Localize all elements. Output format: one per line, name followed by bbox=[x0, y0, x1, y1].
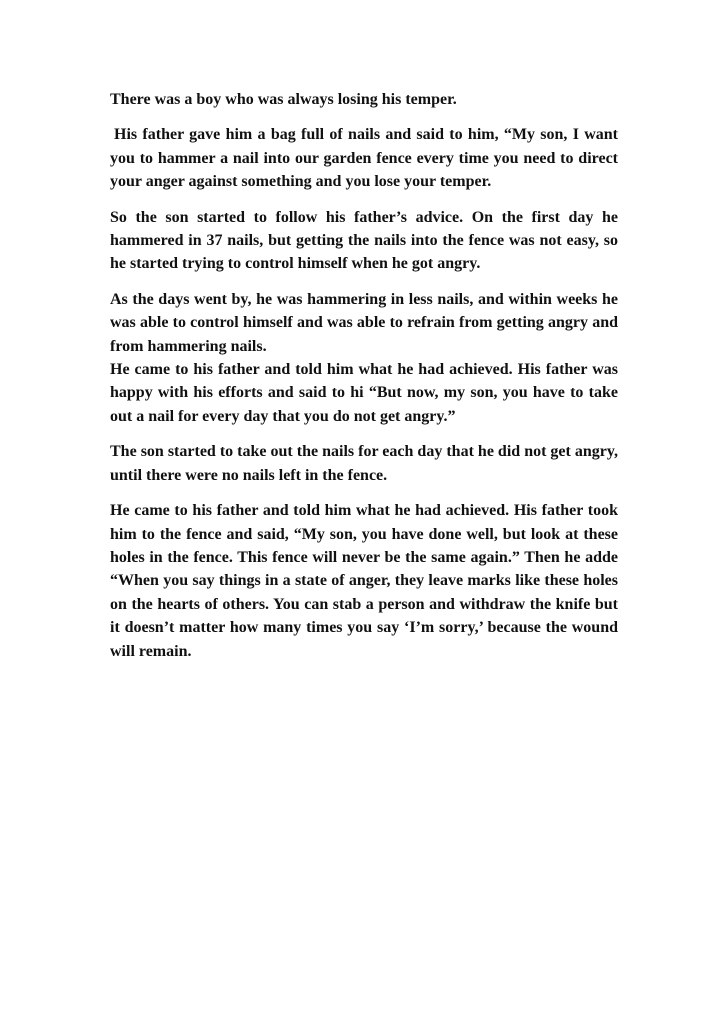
paragraph-3: So the son started to follow his father’s advice. On the first day he hammered in 37 nails, but getting the nails into the fence was not easy, so he started trying to control himself when he got angry. bbox=[110, 208, 618, 273]
paragraph-7: He came to his father and told him what he had achieved. His father took him to the fence and said, “My son, you have done well, but look at these holes in the fence. This fence will never be the same again.” Then he adde “When you say things in a state of anger, they leave marks like these holes on the hearts of others. You can stab a person and withdraw the knife but it doesn’t matter how many times you say ‘I’m sorry,’ because the wound will remain. bbox=[110, 502, 618, 660]
paragraph-4: As the days went by, he was hammering in less nails, and within weeks he was able to control himself and was able to refrain from getting angry and from hammering nails. bbox=[110, 290, 618, 355]
paragraph-6: The son started to take out the nails for each day that he did not get angry, until there were no nails left in the fence. bbox=[110, 443, 618, 484]
story-text bbox=[110, 88, 618, 675]
paragraph-5: He came to his father and told him what he had achieved. His father was happy with his efforts and said to hi “But now, my son, you have to take out a nail for every day that you do not get angry.” bbox=[110, 361, 618, 425]
paragraph-2: His father gave him a bag full of nails and said to him, “My son, I want you to hammer a nail into our garden fence every time you need to direct your anger against something and you lose your temper. bbox=[110, 126, 618, 191]
paragraph-1: There was a boy who was always losing his temper. bbox=[110, 91, 457, 108]
